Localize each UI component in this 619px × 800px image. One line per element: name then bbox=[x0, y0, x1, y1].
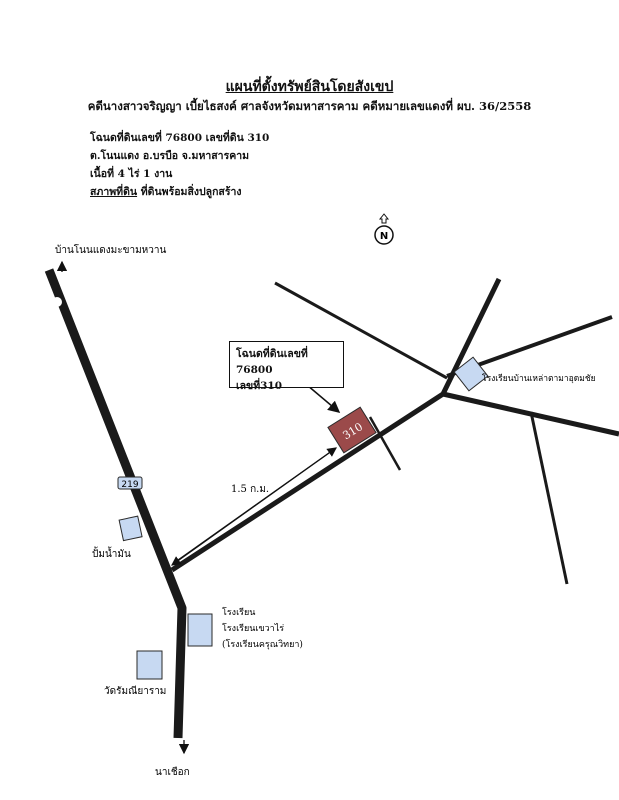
label-school-1: โรงเรียน bbox=[222, 608, 256, 618]
temple-building bbox=[137, 651, 162, 679]
land-condition-label: สภาพที่ดิน bbox=[90, 186, 138, 198]
parcel-label: 310 bbox=[340, 420, 366, 443]
parcel-310 bbox=[328, 407, 376, 453]
label-right-school: โรงเรียนบ้านเหล่าตามาอุดมชัย bbox=[482, 374, 596, 384]
land-area: เนื้อที่ 4 ไร่ 1 งาน bbox=[90, 168, 173, 180]
school-building bbox=[188, 614, 212, 646]
label-school-3: (โรงเรียนครุณวิทยา) bbox=[222, 640, 303, 650]
route-number: 219 bbox=[121, 480, 139, 490]
gas-station-building bbox=[119, 516, 142, 540]
location-address: ต.โนนแดง อ.บรบือ จ.มหาสารคาม bbox=[90, 150, 250, 162]
label-ban-non-daeng: บ้านโนนแดงมะขามหวาน bbox=[55, 245, 167, 256]
label-school-2: โรงเรียนเขวาไร่ bbox=[222, 624, 285, 634]
deed-callout-box bbox=[229, 341, 344, 392]
north-arrow-icon bbox=[380, 214, 388, 223]
label-temple: วัดรัมณียาราม bbox=[104, 686, 167, 697]
north-indicator bbox=[375, 214, 393, 244]
highway-marker bbox=[52, 297, 62, 307]
map-title: แผนที่ตั้งทรัพย์สินโดยสังเขป bbox=[225, 79, 394, 95]
callout-line-1: โฉนดที่ดินเลขที่ 76800 bbox=[236, 348, 308, 376]
road-southeast bbox=[531, 412, 567, 584]
land-condition-value: ที่ดินพร้อมสิ่งปลูกสร้าง bbox=[137, 186, 242, 198]
callout-line-2: เลขที่310 bbox=[236, 380, 283, 392]
label-na-chueak: นาเชือก bbox=[155, 767, 190, 778]
distance-label: 1.5 ก.ม. bbox=[231, 484, 270, 495]
route-marker bbox=[118, 477, 142, 490]
label-gas-station: ปั้มน้ำมัน bbox=[92, 549, 131, 560]
north-label: N bbox=[379, 231, 389, 242]
distance-arrow-start bbox=[172, 448, 336, 565]
deed-number: โฉนดที่ดินเลขที่ 76800 เลขที่ดิน 310 bbox=[90, 132, 270, 144]
map-subtitle: คดีนางสาวจริญญา เบี้ยไธสงค์ ศาลจังหวัดมหาสารคาม คดีหมายเลขแดงที่ ผบ. 36/2558 bbox=[87, 99, 532, 113]
